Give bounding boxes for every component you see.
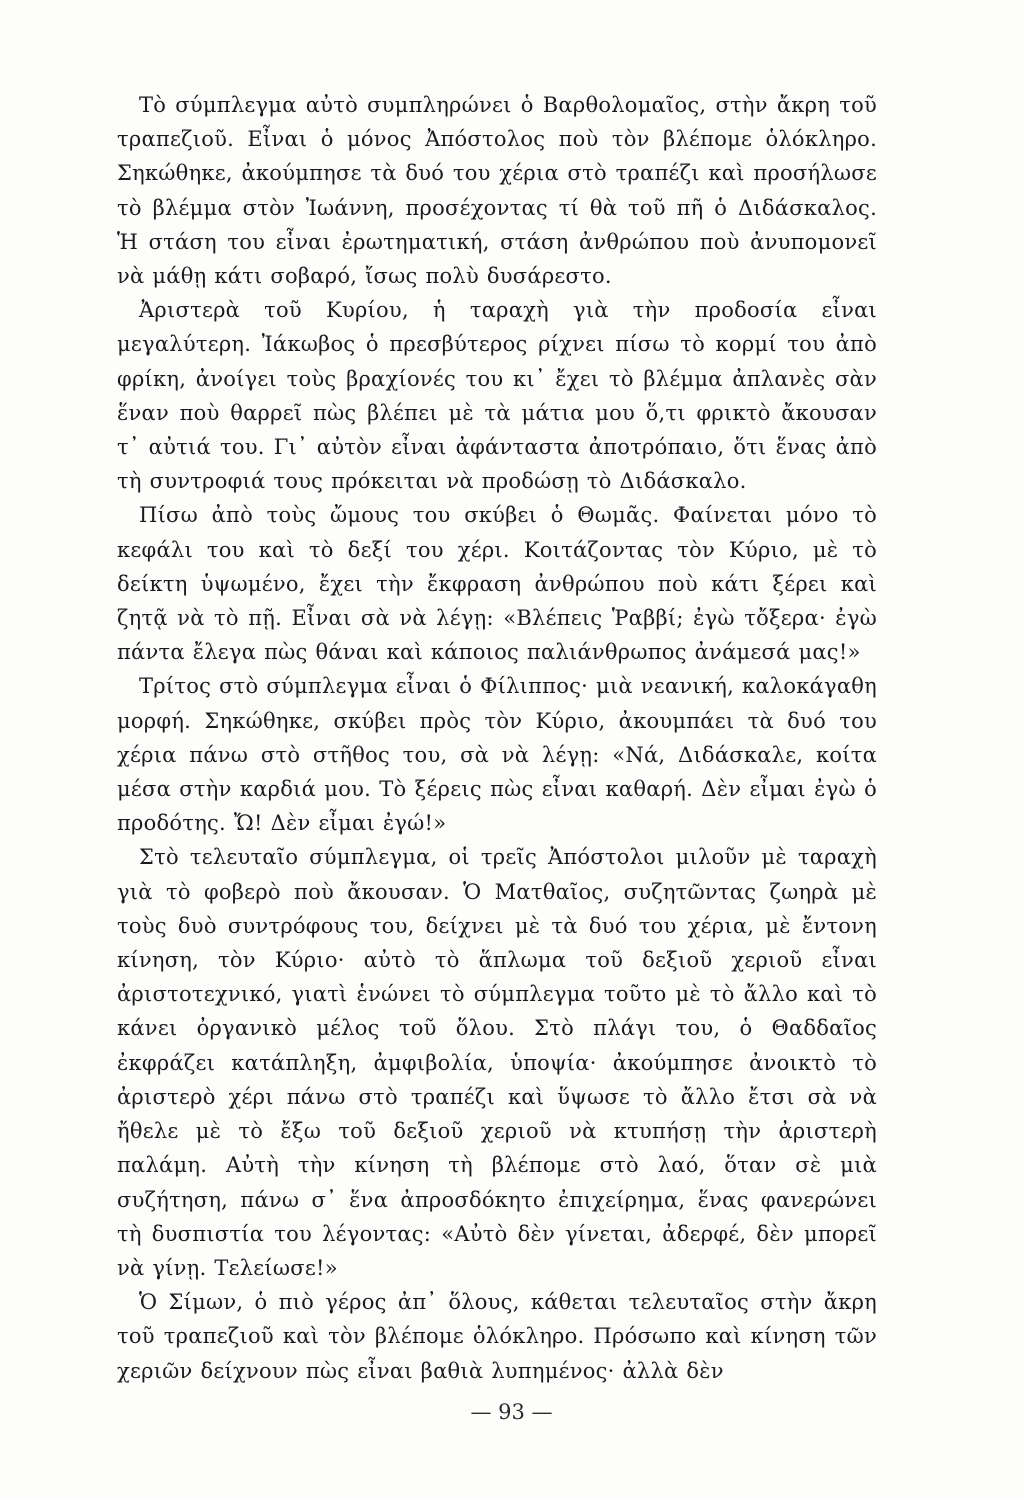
body-text: [117, 88, 877, 1388]
paragraph-matthew-thaddeus: Στὸ τελευταῖο σύμπλεγμα, οἱ τρεῖς Ἀπόστολοι μιλοῦν μὲ ταραχὴ γιὰ τὸ φοβερὸ ποὺ ἄκουσαν. Ὁ Ματθαῖος, συζητῶντας ζωηρὰ μὲ τοὺς δυὸ συντρόφους του, δείχνει μὲ τὰ δυό του χέρια, μὲ ἔντονη κίνηση, τὸν Κύριο· αὐτὸ τὸ ἅπλωμα τοῦ δεξιοῦ χεριοῦ εἶναι ἀριστοτεχνικό, γιατὶ ἑνώνει τὸ σύμπλεγμα τοῦτο μὲ τὸ ἄλλο καὶ τὸ κάνει ὀργανικὸ μέλος τοῦ ὅλου. Στὸ πλάγι του, ὁ Θαδδαῖος ἐκφράζει κατάπληξη, ἀμφιβολία, ὑποψία· ἀκούμπησε ἀνοικτὸ τὸ ἀριστερὸ χέρι πάνω στὸ τραπέζι καὶ ὕψωσε τὸ ἄλλο ἔτσι σὰ νὰ ἤθελε μὲ τὸ ἔξω τοῦ δεξιοῦ χεριοῦ νὰ κτυπήσῃ τὴν ἀριστερὴ παλάμη. Αὐτὴ τὴν κίνηση τὴ βλέπομε στὸ λαό, ὅταν σὲ μιὰ συζήτηση, πάνω σ᾽ ἕνα ἀπροσδόκητο ἐπιχείρημα, ἕνας φανερώνει τὴ δυσπιστία του λέγοντας: «Αὐτὸ δὲν γίνεται, ἀδερφέ, δὲν μπορεῖ νὰ γίνῃ. Τελείωσε!»: [117, 845, 877, 1280]
paragraph-simon: Ὁ Σίμων, ὁ πιὸ γέρος ἀπ᾽ ὅλους, κάθεται τελευταῖος στὴν ἄκρη τοῦ τραπεζιοῦ καὶ τὸν βλέπομε ὁλόκληρο. Πρόσωπο καὶ κίνηση τῶν χεριῶν δείχνουν πὼς εἶναι βαθιὰ λυπημένος· ἀλλὰ δὲν: [117, 1290, 877, 1383]
page-number: — 93 —: [470, 1400, 553, 1424]
paragraph-philip: Τρίτος στὸ σύμπλεγμα εἶναι ὁ Φίλιππος· μιὰ νεανική, καλοκάγαθη μορφή. Σηκώθηκε, σκύβει πρὸς τὸν Κύριο, ἀκουμπάει τὰ δυό του χέρια πάνω στὸ στῆθος του, σὰ νὰ λέγῃ: «Νά, Διδάσκαλε, κοίτα μέσα στὴν καρδιά μου. Τὸ ξέρεις πὼς εἶναι καθαρή. Δὲν εἶμαι ἐγὼ ὁ προδότης. Ὤ! Δὲν εἶμαι ἐγώ!»: [117, 674, 877, 836]
paragraph-james: Ἀριστερὰ τοῦ Κυρίου, ἡ ταραχὴ γιὰ τὴν προδοσία εἶναι μεγαλύτερη. Ἰάκωβος ὁ πρεσβύτερος ρίχνει πίσω τὸ κορμί του ἀπὸ φρίκη, ἀνοίγει τοὺς βραχίονές του κι᾽ ἔχει τὸ βλέμμα ἀπλανὲς σὰν ἕναν ποὺ θαρρεῖ πὼς βλέπει μὲ τὰ μάτια μου ὅ,τι φρικτὸ ἄκουσαν τ᾽ αὐτιά του. Γι᾽ αὐτὸν εἶναι ἀφάνταστα ἀποτρόπαιο, ὅτι ἕνας ἀπὸ τὴ συντροφιά τους πρόκειται νὰ προδώσῃ τὸ Διδάσκαλο.: [117, 298, 877, 494]
paragraph-bartholomew: Τὸ σύμπλεγμα αὐτὸ συμπληρώνει ὁ Βαρθολομαῖος, στὴν ἄκρη τοῦ τραπεζιοῦ. Εἶναι ὁ μόνος Ἀπόστολος ποὺ τὸν βλέπομε ὁλόκληρο. Σηκώθηκε, ἀκούμπησε τὰ δυό του χέρια στὸ τραπέζι καὶ προσήλωσε τὸ βλέμμα στὸν Ἰωάννη, προσέχοντας τί θὰ τοῦ πῆ ὁ Διδάσκαλος. Ἡ στάση του εἶναι ἐρωτηματική, στάση ἀνθρώπου ποὺ ἀνυπομονεῖ νὰ μάθῃ κάτι σοβαρό, ἴσως πολὺ δυσάρεστο.: [117, 93, 877, 289]
paragraph-thomas: Πίσω ἀπὸ τοὺς ὤμους του σκύβει ὁ Θωμᾶς. Φαίνεται μόνο τὸ κεφάλι του καὶ τὸ δεξί του χέρι. Κοιτάζοντας τὸν Κύριο, μὲ τὸ δείκτη ὑψωμένο, ἔχει τὴν ἔκφραση ἀνθρώπου ποὺ κάτι ξέρει καὶ ζητᾷ νὰ τὸ πῇ. Εἶναι σὰ νὰ λέγῃ: «Βλέπεις Ῥαββί; ἐγὼ τὄξερα· ἐγὼ πάντα ἔλεγα πὼς θάναι καὶ κάποιος παλιάνθρωπος ἀνάμεσά μας!»: [117, 503, 877, 665]
